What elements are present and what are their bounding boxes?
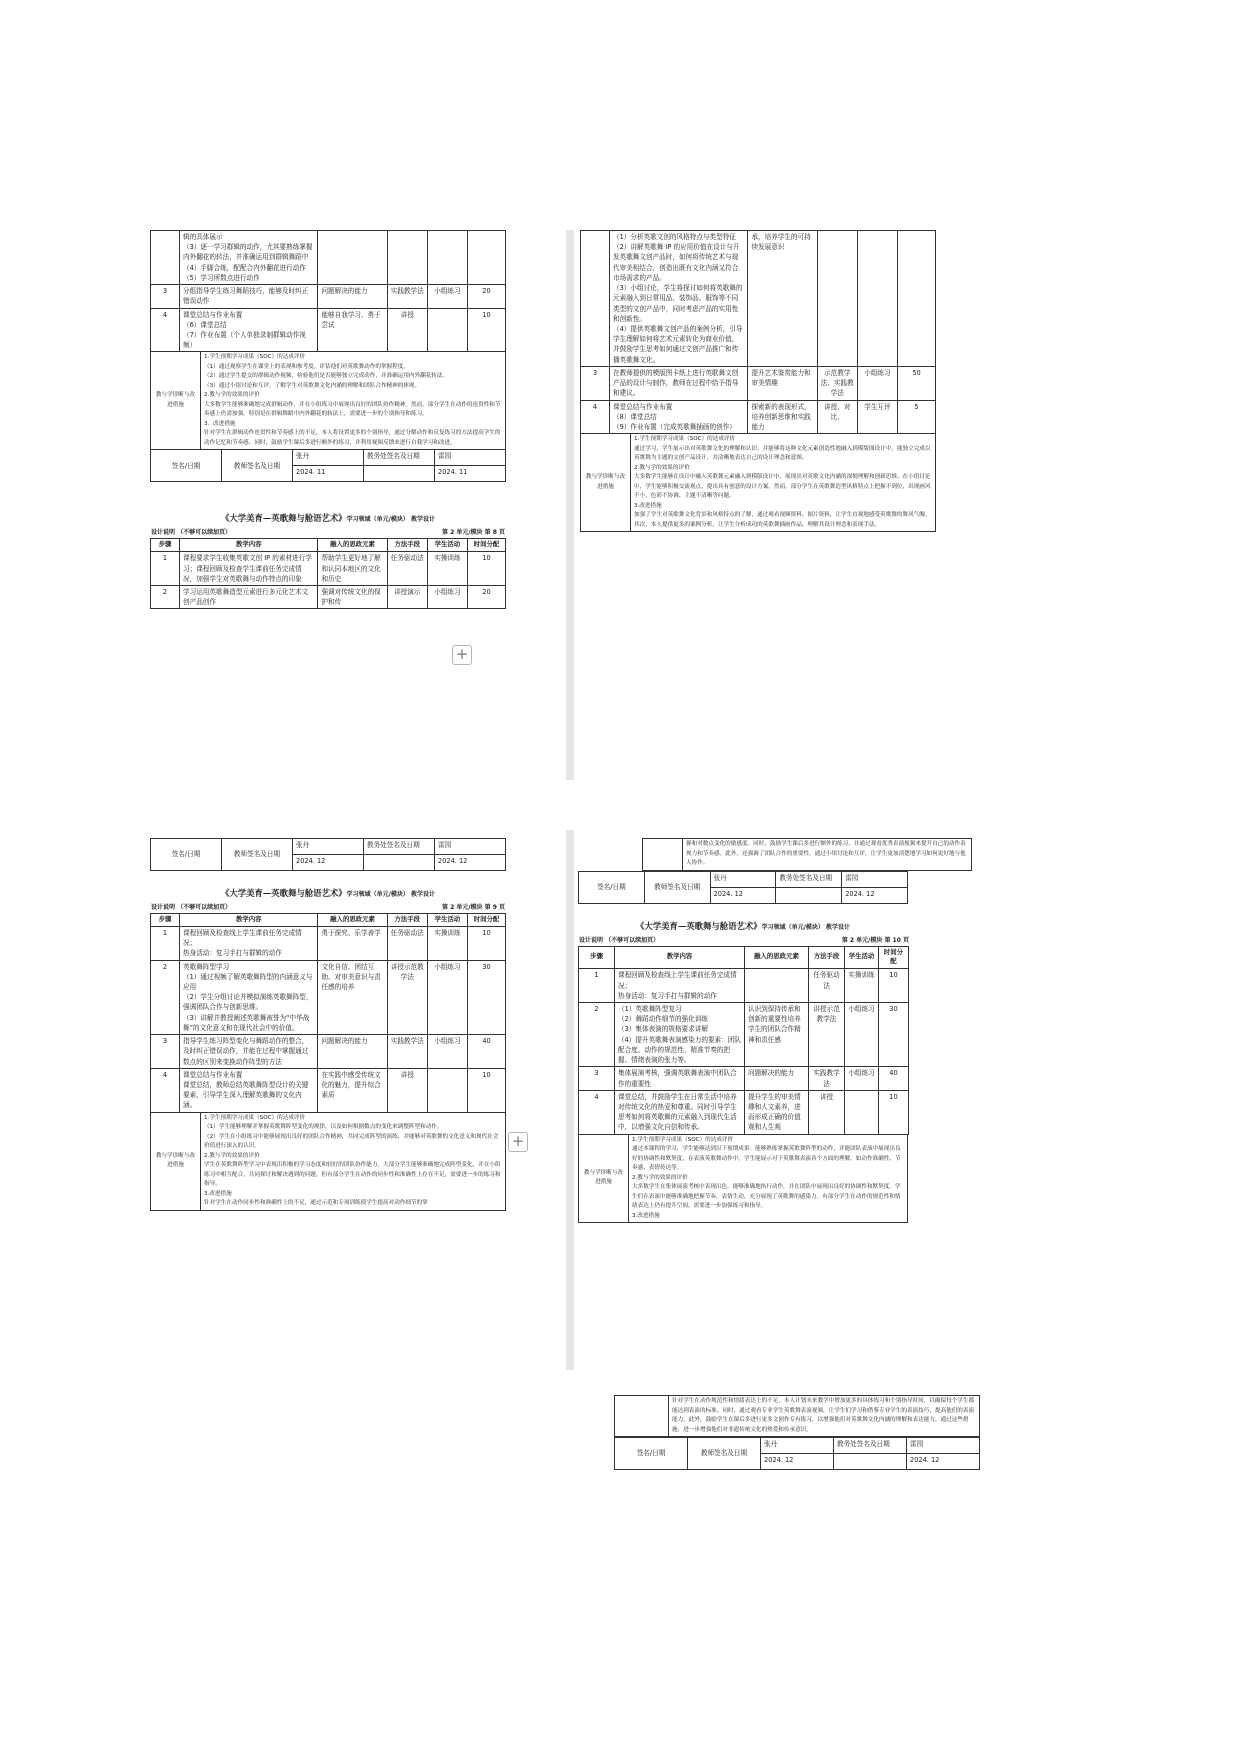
content-line: （3）逐一学习群辑的动作，尤其要熟练掌握内外翻花的转法，并准确运用到群辑舞蹈中 <box>183 243 313 262</box>
signature-table <box>578 871 908 904</box>
signature-row <box>151 839 506 855</box>
table-row <box>151 308 506 352</box>
eval-line: 大多数学生在集体展演考核中表现出色，能够准确地执行动作，并在团队中展现出良好的协调性和默契度。学生们在表演中能够准确地把握节奏，表情生动，充分展现了英歌舞的感染力。有部分学生在动作的规范性和情绪表达上仍有提升空间，需要进一步加强练习和指导。 <box>632 1184 901 1210</box>
column-header: 方法手段 <box>387 539 427 552</box>
teacher-sign-label: 教师签名及日期 <box>688 1438 761 1470</box>
content-line: （2）舞蹈动作细节的强化训练 <box>618 1015 708 1024</box>
element-cell: 问题解决的能力 <box>318 285 387 308</box>
lesson-title: 《大学美育—英歌舞与舱语艺术》学习领域（单元/模块） 教学设计 <box>221 513 435 524</box>
page-4 <box>578 838 976 1378</box>
method-cell: 任务驱动法 <box>387 552 427 586</box>
element-cell: 在实践中感受传统文化的魅力，提升综合素质 <box>318 1068 387 1112</box>
table-row <box>151 585 506 608</box>
lesson-table-continued <box>150 230 506 352</box>
content-cell <box>615 1090 745 1134</box>
teacher-name: 张丹 <box>293 450 364 466</box>
content-line: 课堂总结，并鼓励学生在日常生活中培养对传统文化的热爱和尊重。同时引导学生思考如何将英歌舞的元素融入到现代生活中，以增强文化自信和传承。 <box>618 1092 737 1132</box>
table-row <box>151 960 506 1035</box>
reviewer-label-2 <box>364 855 435 871</box>
content-cell <box>615 969 745 1003</box>
eval-line: （2）通过学生提交的群辑动作视频，检验他们是否能够独立完成动作，并准确运用内外翻花转法。 <box>204 373 449 380</box>
method-cell: 示范教学法、实践教学法 <box>817 366 857 400</box>
step-cell: 3 <box>581 366 610 400</box>
time-cell: 30 <box>468 960 506 1035</box>
reviewer-date: 2024. 12 <box>907 1454 980 1470</box>
reviewer-date: 2024. 12 <box>842 887 908 903</box>
time-cell: 10 <box>879 1090 909 1134</box>
reviewer-name: 雷园 <box>435 450 506 466</box>
activity-cell: 实操训练 <box>845 969 879 1003</box>
header-row <box>151 914 506 927</box>
continued-line: 针对学生在动作规范性和情绪表达上的不足，本人计划未来教学中增加更多的具体练习和个别指导时间，以确保每个学生都能达到表演的标准。同时，通过观看专业学生英歌舞表演视频，让学生们学习和借鉴专业学生的表演技巧，提高他们的表演能力。此外，鼓励学生在课后多进行更多文创作专有练习，以增强他们对英歌舞文化内涵的理解和表达能力。通过这些措施，进一步增强他们对非遗传统文化的热爱和传承意识。 <box>672 1398 975 1433</box>
content-line: 指导学生练习阵型变化与舞蹈动作的整合，及时纠正错误动作，并能在过程中掌握通过数点的区别来变换动作阵型的方法 <box>183 1037 309 1066</box>
evaluation-table <box>578 1134 908 1224</box>
evaluation-table <box>580 433 936 532</box>
table-row <box>151 285 506 308</box>
reviewer-label: 教务处签名及日期 <box>364 839 435 855</box>
reviewer-date: 2024. 12 <box>435 855 506 871</box>
step-cell: 2 <box>579 1003 615 1067</box>
signature-row <box>151 450 506 466</box>
content-line: （3）集体表演的规格要求讲解 <box>618 1025 708 1034</box>
time-cell: 10 <box>879 969 909 1003</box>
content-line: 热身活动：复习手打与群辑的动作 <box>183 949 282 958</box>
content-line: 英歌舞阵型学习 <box>183 962 230 971</box>
method-cell: 讲授 <box>809 1090 845 1134</box>
element-cell <box>745 969 809 1003</box>
method-cell: 讲授 <box>387 308 427 352</box>
column-header: 方法手段 <box>387 914 427 927</box>
content-line: 热身活动：复习手打与群辑的动作 <box>618 991 717 1000</box>
column-header: 学生活动 <box>427 914 467 927</box>
eval-line: （1）学生能够理解并掌握英歌舞阵型变化的规律，以及如何根据数点的变化来调整阵型和动作。 <box>204 1124 443 1131</box>
content-line: （2）学生分组讨论并模拟演练英歌舞阵型，强调团队合作与创新思维。 <box>183 993 313 1012</box>
table-row <box>579 1067 909 1090</box>
page-3 <box>150 838 506 1378</box>
method-cell: 实践教学法 <box>387 1035 427 1069</box>
continued-line: 握和对数点变化的敏感度。同时，鼓励学生课后多进行额外的练习，并通过观看优秀表演视频来提升自己的动作表现力和节奏感。此外，还强调了团队合作的重要性，通过小组讨论和互评，让学生更加清楚地学习如何更好地与他人协作。 <box>686 841 966 866</box>
table-row <box>151 1035 506 1069</box>
element-cell: 承，培养学生的可持续发展意识 <box>748 231 817 367</box>
reviewer-name: 雷园 <box>907 1438 980 1454</box>
method-cell <box>817 231 857 367</box>
step-cell <box>581 231 610 367</box>
signature-table <box>614 1437 980 1470</box>
step-cell: 3 <box>151 1035 180 1069</box>
content-line: （7）作业布置（个人单独录制群辑动作视频） <box>183 330 306 350</box>
element-cell: 帮助学生更好地了解和认同本地区的文化和历史 <box>318 552 387 586</box>
eval-line: 针对学生在群辑动作连贯性和节奏感上的不足，本人将设置更多的个别指导，通过分解动作和反复练习的方法提高学生的动作记忆和节奏感。同时，鼓励学生课后多进行额外的练习，并利用视频反馈来进行自我学习和改进。 <box>204 430 501 446</box>
page-gap-vertical-top <box>566 230 574 780</box>
header-row <box>579 946 909 969</box>
step-cell: 1 <box>151 926 180 960</box>
eval-line: 1.学生预期学习成果（SOC）的达成评价 <box>634 436 736 443</box>
reviewer-label-2 <box>364 466 435 482</box>
eval-line: 2.教与学的效果的评价 <box>634 464 690 471</box>
column-header: 学生活动 <box>845 946 879 969</box>
content-line: 课程要求学生收集英歌文创 IP 的素材进行学习；课程回顾及检查学生课前任务完成情况，加强学生对英歌舞与动作特点的印象 <box>183 554 312 583</box>
column-header: 学生活动 <box>427 539 467 552</box>
step-cell: 4 <box>579 1090 615 1134</box>
content-cell <box>180 1035 318 1069</box>
content-line: （2）讲解英歌舞 IP 的应用价值在设计与开发英歌舞文创产品时，如何将传统艺术与现代审美相结合，创造出既有文化内涵又符合市场需求的产品。 <box>613 243 740 282</box>
reviewer-label-2 <box>834 1454 907 1470</box>
signature-row <box>579 871 908 887</box>
activity-cell: 实操训练 <box>427 926 467 960</box>
reviewer-date: 2024. 11 <box>435 466 506 482</box>
content-cell <box>610 366 748 400</box>
lesson-subhead: 设计说明 （不够可以续加页） 第 2 单元/模块 第 10 页 <box>579 936 909 944</box>
activity-cell: 小组练习 <box>427 1035 467 1069</box>
step-cell: 3 <box>151 285 180 308</box>
activity-cell: 小组练习 <box>427 585 467 608</box>
eval-line: 3.改进措施 <box>204 1190 232 1197</box>
eval-text <box>201 352 506 450</box>
step-cell: 3 <box>579 1067 615 1090</box>
teacher-sign-label: 教师签名及日期 <box>644 871 710 903</box>
content-line: （6）课堂总结 <box>183 320 227 329</box>
content-cell <box>180 960 318 1035</box>
content-line: 课程回顾及检查线上学生课前任务完成情况； <box>618 971 737 990</box>
content-line: （3）小组讨论，学生将探讨如何将英歌舞的元素融入到日常用品、装饰品、服饰等不同类型的文创产品中，同时考虑产品的实用性和创新性。 <box>613 284 743 323</box>
content-line: 课堂总结与作业布置 <box>613 402 673 411</box>
evaluation-table <box>150 1112 506 1211</box>
content-cell <box>615 1067 745 1090</box>
time-cell <box>898 231 936 367</box>
content-cell <box>180 552 318 586</box>
table-row <box>151 1068 506 1112</box>
step-cell: 4 <box>151 1068 180 1112</box>
reviewer-name: 雷园 <box>435 839 506 855</box>
eval-line: 大多数学生能够准确地完成群辑动作，并在小组练习中展现出良好的团队协作精神。然而，部分学生在动作的连贯性和节奏感上仍需加强，特别是在群辑舞蹈中内外翻花的转法上，需要进一步的个别指导和练习。 <box>204 401 501 418</box>
eval-line: 2.教与学的效果的评价 <box>204 392 260 399</box>
method-cell: 讲授示范教学法 <box>809 1003 845 1067</box>
header-row <box>151 539 506 552</box>
activity-cell <box>427 308 467 352</box>
step-cell: 1 <box>151 552 180 586</box>
element-cell: 文化自信、团结互助、对审美意识与责任感的培养 <box>318 960 387 1035</box>
lesson-subhead: 设计说明 （不够可以续加页） 第 2 单元/模块 第 8 页 <box>151 529 505 537</box>
eval-text <box>629 1134 908 1223</box>
table-row <box>151 926 506 960</box>
content-line: 学习运用英歌舞造型元素进行多元化艺术文创产品创作 <box>183 587 309 607</box>
eval-line: 针对学生在动作同步性和准确性上的不足，通过示范和专项训练使学生提高对动作细节的掌 <box>204 1200 428 1207</box>
content-line: 在教师提供的模版图卡纸上进行英歌舞文创产品的设计与制作，教师在过程中给予指导和建议。 <box>613 368 739 398</box>
content-cell <box>615 1003 745 1067</box>
time-cell: 50 <box>898 366 936 400</box>
method-cell: 讲授演示 <box>387 585 427 608</box>
column-header: 步骤 <box>151 539 180 552</box>
activity-cell <box>857 231 897 367</box>
time-cell: 40 <box>468 1035 506 1069</box>
method-cell: 讲授示范教学法 <box>387 960 427 1035</box>
eval-line: 1.学生预期学习成果（SOC）的达成评价 <box>204 354 306 361</box>
content-line: （5）学习所数点进行动作 <box>183 273 260 282</box>
content-line: 课堂总结与作业布置 <box>183 1070 243 1079</box>
step-cell: 2 <box>151 960 180 1035</box>
time-cell: 10 <box>468 552 506 586</box>
time-cell: 20 <box>468 585 506 608</box>
element-cell: 认识到保持传承和创新的重要性培养学生的团队合作精神和责任感 <box>745 1003 809 1067</box>
content-line: （1）分析英歌文创的风格特点与类型特征 <box>613 233 736 241</box>
lesson-table <box>578 946 909 1135</box>
lesson-table <box>150 538 506 609</box>
time-cell: 10 <box>468 926 506 960</box>
activity-cell: 实操训练 <box>427 552 467 586</box>
column-header: 教学内容 <box>180 914 318 927</box>
step-cell: 4 <box>581 400 610 434</box>
activity-cell: 小组练习 <box>427 960 467 1035</box>
eval-line: 3.改进措施 <box>634 502 662 509</box>
time-cell: 10 <box>468 308 506 352</box>
add-page-button[interactable]: + <box>452 645 472 665</box>
eval-line: 大多数学生能够在设计中融入英歌舞元素融入到模版设计中，展现出对英歌文化内涵的深刻理解和创新思维。在小组讨论中，学生能够积极交流观点，提出具有创意的设计方案。然而，部分学生在英歌舞造型风格特点上把握不到位，出现画风不小，色彩不协调、主题不清晰等问题。 <box>634 474 931 500</box>
reviewer-label: 教务处签名及日期 <box>364 450 435 466</box>
teacher-name: 张丹 <box>710 871 776 887</box>
teacher-sign-label: 教师签名及日期 <box>222 839 293 871</box>
lesson-table-continued <box>580 230 936 434</box>
signature-label: 签名/日期 <box>151 450 222 482</box>
teacher-name: 张丹 <box>293 839 364 855</box>
content-cell <box>180 926 318 960</box>
element-cell <box>318 231 387 285</box>
eval-line: （1）通过观察学生在课堂上的表现和参考度，评估他们对英歌舞动作的掌握程度。 <box>204 363 409 370</box>
step-cell: 4 <box>151 308 180 352</box>
eval-line: 3.改进措施 <box>632 1212 660 1219</box>
column-header: 方法手段 <box>809 946 845 969</box>
signature-table <box>150 838 506 871</box>
content-line: 课程回顾及检查线上学生课前任务完成情况； <box>183 928 302 948</box>
eval-line: 2.教与学的效果的评价 <box>632 1174 688 1181</box>
content-line: 课堂总结，教师总结英歌舞阵型设计的关键要素，引导学生深入理解英歌舞的文化内涵。 <box>183 1080 309 1110</box>
table-row <box>151 552 506 586</box>
activity-cell <box>845 1090 879 1134</box>
element-cell: 问题解决的能力 <box>318 1035 387 1069</box>
element-cell: 提升学生的审美情趣和人文素养，进而形成正确的价值观和人生观 <box>745 1090 809 1134</box>
signature-row <box>615 1438 980 1454</box>
eval-line: 2.教与学的效果的评价 <box>204 1152 260 1159</box>
content-line: （3）讲解并教授阐述英歌舞被誉为“中华战舞”的文化意义和在现代社会中的价值。 <box>183 1013 310 1032</box>
time-cell <box>468 231 506 285</box>
element-cell: 勇于探究、乐学善学 <box>318 926 387 960</box>
lesson-title: 《大学美育—英歌舞与舱语艺术》学习领域（单元/模块） 教学设计 <box>636 920 850 931</box>
method-cell: 讲授 <box>387 1068 427 1112</box>
page-1 <box>150 230 506 780</box>
eval-line: （3）通过小组讨论和互评，了解学生对英歌舞文化内涵的理解和团队合作精神的体现。 <box>204 382 421 389</box>
column-header: 教学内容 <box>180 539 318 552</box>
lesson-table <box>150 913 506 1113</box>
page-gap-vertical-bottom <box>566 830 574 1370</box>
element-cell: 能够自我学习、勇于尝试 <box>318 308 387 352</box>
column-header: 时间分配 <box>879 946 909 969</box>
table-row <box>579 1090 909 1134</box>
content-line: （1）通过视频了解英歌舞阵型的内涵意义与应用 <box>183 972 313 992</box>
column-header: 时间分配 <box>468 914 506 927</box>
teacher-date: 2024. 11 <box>293 466 364 482</box>
eval-line: 加强了学生对英歌舞文化背景和风格特点的了解，通过观看视频资料、图片资料，让学生直观地感受英歌舞的舞风气魄。其次，本人提供更多的案例分析，让学生分析成功的英歌舞插画作品，理解其设计理念和表现手法。 <box>634 512 931 528</box>
table-row <box>581 366 936 400</box>
table-row <box>151 231 506 285</box>
eval-text <box>631 434 936 532</box>
lesson-title: 《大学美育—英歌舞与舱语艺术》学习领域（单元/模块） 教学设计 <box>221 888 435 898</box>
time-cell: 40 <box>879 1067 909 1090</box>
eval-line: 3．改进措施 <box>204 420 236 427</box>
table-row <box>581 231 936 367</box>
content-cell <box>610 231 748 367</box>
content-cell <box>180 285 318 308</box>
content-cell <box>180 585 318 608</box>
teacher-date: 2024. 12 <box>710 887 776 903</box>
table-row <box>581 400 936 434</box>
eval-label: 教与学诊断与改进措施 <box>151 352 201 450</box>
eval-text <box>201 1112 506 1210</box>
content-cell <box>610 400 748 434</box>
evaluation-table <box>150 351 506 450</box>
content-line: 集体展演考核，强调英歌舞表演中团队合作的重要性 <box>618 1069 737 1088</box>
teacher-sign-label: 教师签名及日期 <box>222 450 293 482</box>
eval-label: 教与学诊断与改进措施 <box>151 1112 201 1210</box>
signature-label: 签名/日期 <box>615 1438 688 1470</box>
element-cell: 问题解决的能力 <box>745 1067 809 1090</box>
time-cell: 20 <box>468 285 506 308</box>
method-cell: 讲授、对比、 <box>817 400 857 434</box>
reviewer-name: 雷园 <box>842 871 908 887</box>
activity-cell: 小组练习 <box>845 1003 879 1067</box>
eval-line: 通过学习，学生展示出对英歌舞文化的理解和认识，并能够将这种文化元素创造性地融入到模版图设计中。能独立完成以英歌舞为主题的文创产品设计，并清晰地表达自己的设计理念和意图。 <box>634 445 931 462</box>
signature-label: 签名/日期 <box>579 871 645 903</box>
element-cell: 提升艺术鉴赏能力和审美情趣 <box>748 366 817 400</box>
signature-label: 签名/日期 <box>151 839 222 871</box>
reviewer-label: 教务处签名及日期 <box>776 871 842 887</box>
continued-text-table <box>642 838 972 871</box>
content-line: 课堂总结与作业布置 <box>183 310 243 319</box>
method-cell <box>387 231 427 285</box>
column-header: 融入的思政元素 <box>318 539 387 552</box>
table-row <box>579 1003 909 1067</box>
continued-text-table <box>614 1395 980 1437</box>
teacher-date: 2024. 12 <box>293 855 364 871</box>
eval-line: 1.学生预期学习成果（SOC）的达成评价 <box>204 1114 306 1121</box>
step-cell: 1 <box>579 969 615 1003</box>
method-cell: 实践教学法 <box>387 285 427 308</box>
time-cell: 5 <box>898 400 936 434</box>
table-row <box>579 969 909 1003</box>
element-cell: 探索新的表现形式，培养创新思维和实践能力 <box>748 400 817 434</box>
method-cell: 任务驱动法 <box>809 969 845 1003</box>
column-header: 融入的思政元素 <box>745 946 809 969</box>
activity-cell: 学生互评 <box>857 400 897 434</box>
teacher-date: 2024. 12 <box>761 1454 834 1470</box>
step-cell: 2 <box>151 585 180 608</box>
content-cell <box>180 308 318 352</box>
reviewer-label-2 <box>776 887 842 903</box>
content-line: 辑的具体展示 <box>183 233 223 241</box>
teacher-name: 张丹 <box>761 1438 834 1454</box>
content-line: 分组指导学生练习舞蹈技巧，能够及时纠正错误动作 <box>183 287 309 306</box>
content-line: （1）英歌舞阵型复习 <box>618 1005 682 1013</box>
method-cell: 任务驱动法 <box>387 926 427 960</box>
column-header: 教学内容 <box>615 946 745 969</box>
eval-line: 学生在英歌舞阵型学习中表现出积极的学习态度和较好的团队协作能力。大部分学生能够准确地完成阵型变化，并在小组练习中相互配合，共同探讨和解决遇到的问题。但有部分学生在动作的同步性和准确性上存在不足，需要进一步的练习和指导。 <box>204 1162 501 1188</box>
eval-label: 教与学诊断与改进措施 <box>579 1134 629 1223</box>
column-header: 时间分配 <box>468 539 506 552</box>
method-cell: 实践教学法 <box>809 1067 845 1090</box>
time-cell: 10 <box>468 1068 506 1112</box>
activity-cell: 小组练习 <box>857 366 897 400</box>
time-cell: 30 <box>879 1003 909 1067</box>
reviewer-label: 教务处签名及日期 <box>834 1438 907 1454</box>
column-header: 步骤 <box>579 946 615 969</box>
activity-cell <box>427 231 467 285</box>
content-line: （9）作业布置（完成英歌舞插画的创作） <box>613 422 736 431</box>
eval-line: 通过本课程的学习，学生能够达到以下预期成果：能够熟练掌握英歌舞阵型的动作，并能团队表演中展现出良好的协调性和默契度，在表演英歌舞动作中，学生能展示对于英歌舞表演各个方面的理解，如动作准确性、节奏感、表情传达等。 <box>632 1146 901 1172</box>
eval-label: 教与学诊断与改进措施 <box>581 434 631 532</box>
lesson-subhead: 设计说明 （不够可以续加页） 第 2 单元/模块 第 9 页 <box>151 904 505 911</box>
signature-table <box>150 449 506 482</box>
step-cell <box>151 231 180 285</box>
content-line: （4）手脚合练，配配合内外翻花进行动作 <box>183 263 306 272</box>
column-header: 融入的思政元素 <box>318 914 387 927</box>
page-2 <box>580 230 936 780</box>
content-line: （4）提供英歌舞文创产品的案例分析，引导学生理解如何将艺术元素转化为商业价值，并鼓励学生思考如何通过文创产品推广和传播英歌舞文化。 <box>613 324 743 364</box>
element-cell: 强调对传统文化的保护和传 <box>318 585 387 608</box>
add-page-button[interactable]: + <box>508 1132 528 1152</box>
content-cell <box>180 231 318 285</box>
eval-line: （2）学生在小组练习中能够展现出良好的团队合作精神，共同完成阵型的演练，并能够对英歌舞的文化意义和现代社会价值进行深入的认识。 <box>204 1133 499 1150</box>
activity-cell <box>427 1068 467 1112</box>
content-line: （4）提升英歌舞表演感染力的要素：团队配合度、动作的规范性、精准节奏的把握、情绪表演的张力等。 <box>618 1035 741 1065</box>
activity-cell: 小组练习 <box>427 285 467 308</box>
activity-cell: 小组练习 <box>845 1067 879 1090</box>
content-cell <box>180 1068 318 1112</box>
content-line: （8）课堂总结 <box>613 412 657 421</box>
eval-line: 1.学生预期学习成果（SOC）的达成评价 <box>632 1136 734 1143</box>
column-header: 步骤 <box>151 914 180 927</box>
page-5 <box>614 1395 984 1515</box>
